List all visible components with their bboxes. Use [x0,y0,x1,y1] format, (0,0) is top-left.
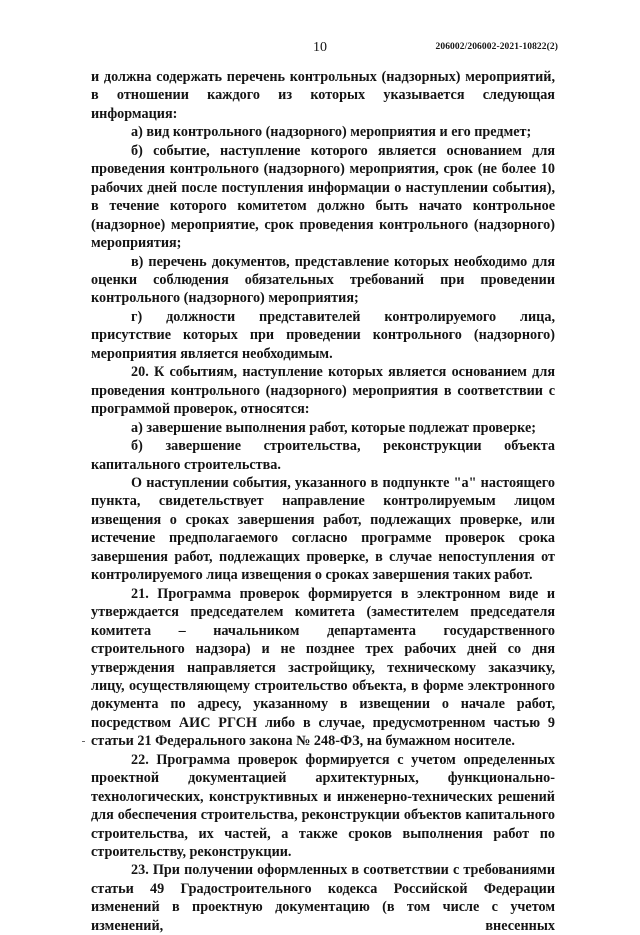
paragraph-20-a: а) завершение выполнения работ, которые подлежат проверке; [131,419,536,436]
paragraph-22: 22. Программа проверок формируется с учетом определенных проектной документацией архитектурных, функционально-технологических, конструктивных и инженерно-технических решений для обеспечения строительства, реконструкции объектов капитального строительства, их частей, а также сроков выполнения работ по строительству, реконструкции. [91,751,555,861]
paragraph-21: 21. Программа проверок формируется в электронном виде и утверждается председателем комитета (заместителем председателя комитета – начальником департамента государственного строительного надзора) и не позднее трех рабочих дней со дня утверждения направляется застройщику, техническому заказчику, лицу, осуществляющему строительство объекта, в форме электронного документа по адресу, указанному в извещении о начале работ, посредством АИС РГСН либо в случае, предусмотренном частью 9 статьи 21 Федерального закона № 248-ФЗ, на бумажном носителе. [91,585,555,750]
paragraph-23: 23. При получении оформленных в соответствии с требованиями статьи 49 Градостроительного кодекса Российской Федерации изменений в проектную документацию (в том числе с учетом изменений, внесенных [91,862,555,934]
paragraph-item-v: в) перечень документов, представление которых необходимо для оценки соблюдения обязательных требований при проведении контрольного (надзорного) мероприятия; [91,253,555,307]
paragraph-item-b: б) событие, наступление которого является основанием для проведения контрольного (надзорного) мероприятия, срок (не более 10 рабочих дней после поступления информации о наступлении события), в течение которого комитетом должно быть начато контрольное (надзорное) мероприятие, срок проведения контрольного (надзорного) мероприятия; [91,142,555,252]
margin-mark [82,741,85,742]
paragraph-20: 20. К событиям, наступление которых является основанием для проведения контрольного (надзорного) мероприятия в соответствии с программой проверок, относятся: [91,364,555,418]
page-number: 10 [313,40,327,55]
paragraph-intro: и должна содержать перечень контрольных (надзорных) мероприятий, в отношении каждого из которых указывается следующая информация: [91,69,555,122]
paragraph-20-b: б) завершение строительства, реконструкции объекта капитального строительства. [91,438,555,473]
paragraph-event-notice: О наступлении события, указанного в подпункте "а" настоящего пункта, свидетельствует направление контролируемым лицом извещения о сроках завершения работ, подлежащих проверке, или истечение предполагаемого согласно программе проверок срока завершения работ, подлежащих проверке, в случае непоступления от контролируемого лица извещения о сроках завершения таких работ. [91,474,555,584]
paragraph-item-a: а) вид контрольного (надзорного) мероприятия и его предмет; [131,124,532,141]
paragraph-item-g: г) должности представителей контролируемого лица, присутствие которых при проведении контрольного (надзорного) мероприятия является необходимым. [91,308,555,362]
document-id: 206002/206002-2021-10822(2) [435,42,558,52]
document-body [91,68,555,935]
